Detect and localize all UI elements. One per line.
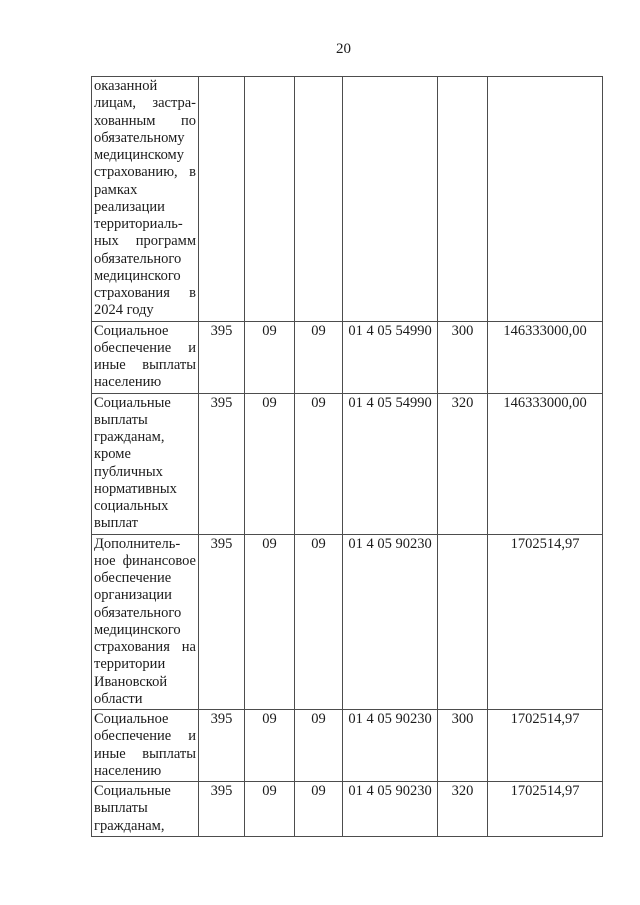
text-line: медицинского <box>94 621 181 638</box>
text-line: обеспечение и <box>94 728 196 745</box>
table-row <box>92 77 603 322</box>
code-cell <box>245 77 295 322</box>
text-line: оказанной <box>94 78 158 94</box>
text-line: гражданам, <box>94 817 165 834</box>
budget-table <box>91 76 603 837</box>
text-line: 2024 году <box>94 302 154 319</box>
amount-cell: 1702514,97 <box>488 534 603 710</box>
text-line: реализации <box>94 198 165 215</box>
budget-table-body <box>92 77 603 837</box>
code-cell: 09 <box>245 321 295 393</box>
code-cell <box>438 77 488 322</box>
code-cell: 01 4 05 54990 <box>343 393 438 534</box>
text-line: страхования в <box>94 285 196 301</box>
code-cell: 09 <box>295 710 343 782</box>
text-line: Ивановской <box>94 673 168 690</box>
text-line: гражданам, <box>94 429 165 445</box>
table-row <box>92 321 603 393</box>
amount-cell: 146333000,00 <box>488 321 603 393</box>
amount-cell: 1702514,97 <box>488 710 603 782</box>
code-cell: 320 <box>438 393 488 534</box>
code-cell: 09 <box>295 534 343 710</box>
text-line: обеспечение <box>94 570 172 586</box>
table-row <box>92 534 603 710</box>
amount-cell: 146333000,00 <box>488 393 603 534</box>
text-line: иные выплаты <box>94 357 196 373</box>
text-line: медицинского <box>94 267 181 284</box>
text-line: территориаль- <box>94 216 183 232</box>
code-cell: 395 <box>199 321 245 393</box>
text-line: ных программ <box>94 233 196 250</box>
text-line: лицам, застра- <box>94 95 196 112</box>
code-cell: 09 <box>245 710 295 782</box>
code-cell: 01 4 05 90230 <box>343 710 438 782</box>
text-line: нормативных <box>94 480 177 497</box>
code-cell: 320 <box>438 782 488 837</box>
code-cell <box>343 77 438 322</box>
code-cell: 01 4 05 90230 <box>343 782 438 837</box>
table-row <box>92 710 603 782</box>
text-line: обеспечение и <box>94 339 196 356</box>
text-line: Социальное <box>94 322 169 339</box>
name-cell <box>92 782 199 837</box>
code-cell: 395 <box>199 534 245 710</box>
name-cell <box>92 393 199 534</box>
text-line: кроме <box>94 446 131 463</box>
text-line: выплаты <box>94 411 148 428</box>
table-row <box>92 393 603 534</box>
code-cell <box>295 77 343 322</box>
amount-cell: 1702514,97 <box>488 782 603 837</box>
table-row <box>92 782 603 837</box>
amount-cell <box>488 77 603 322</box>
text-line: медицинскому <box>94 147 184 163</box>
code-cell: 09 <box>295 321 343 393</box>
code-cell: 01 4 05 54990 <box>343 321 438 393</box>
text-line: социальных <box>94 498 169 514</box>
name-cell <box>92 77 199 322</box>
code-cell <box>438 534 488 710</box>
code-cell: 300 <box>438 321 488 393</box>
page-number: 20 <box>336 41 351 57</box>
text-line: организации <box>94 587 172 604</box>
text-line: страхованию, в <box>94 164 196 181</box>
text-line: обязательного <box>94 250 182 267</box>
code-cell <box>199 77 245 322</box>
code-cell: 09 <box>295 393 343 534</box>
name-cell <box>92 710 199 782</box>
text-line: населению <box>94 762 162 779</box>
text-line: Дополнитель- <box>94 535 181 552</box>
code-cell: 09 <box>245 782 295 837</box>
text-line: публичных <box>94 463 163 480</box>
text-line: страхования на <box>94 639 196 655</box>
text-line: населению <box>94 374 162 391</box>
text-line: обязательному <box>94 129 185 146</box>
code-cell: 09 <box>245 534 295 710</box>
text-line: выплат <box>94 515 138 532</box>
text-line: хованным по <box>94 112 196 129</box>
text-line: Социальные <box>94 783 171 799</box>
code-cell: 395 <box>199 393 245 534</box>
name-cell <box>92 321 199 393</box>
code-cell: 09 <box>245 393 295 534</box>
text-line: иные выплаты <box>94 745 196 762</box>
text-line: обязательного <box>94 604 182 621</box>
text-line: Социальное <box>94 711 169 727</box>
text-line: Социальные <box>94 394 171 411</box>
code-cell: 395 <box>199 710 245 782</box>
text-line: территории <box>94 656 166 673</box>
code-cell: 09 <box>295 782 343 837</box>
code-cell: 300 <box>438 710 488 782</box>
name-cell <box>92 534 199 710</box>
code-cell: 395 <box>199 782 245 837</box>
text-line: выплаты <box>94 800 148 817</box>
code-cell: 01 4 05 90230 <box>343 534 438 710</box>
text-line: ное финансовое <box>94 552 196 569</box>
text-line: рамках <box>94 181 138 198</box>
text-line: области <box>94 690 143 707</box>
